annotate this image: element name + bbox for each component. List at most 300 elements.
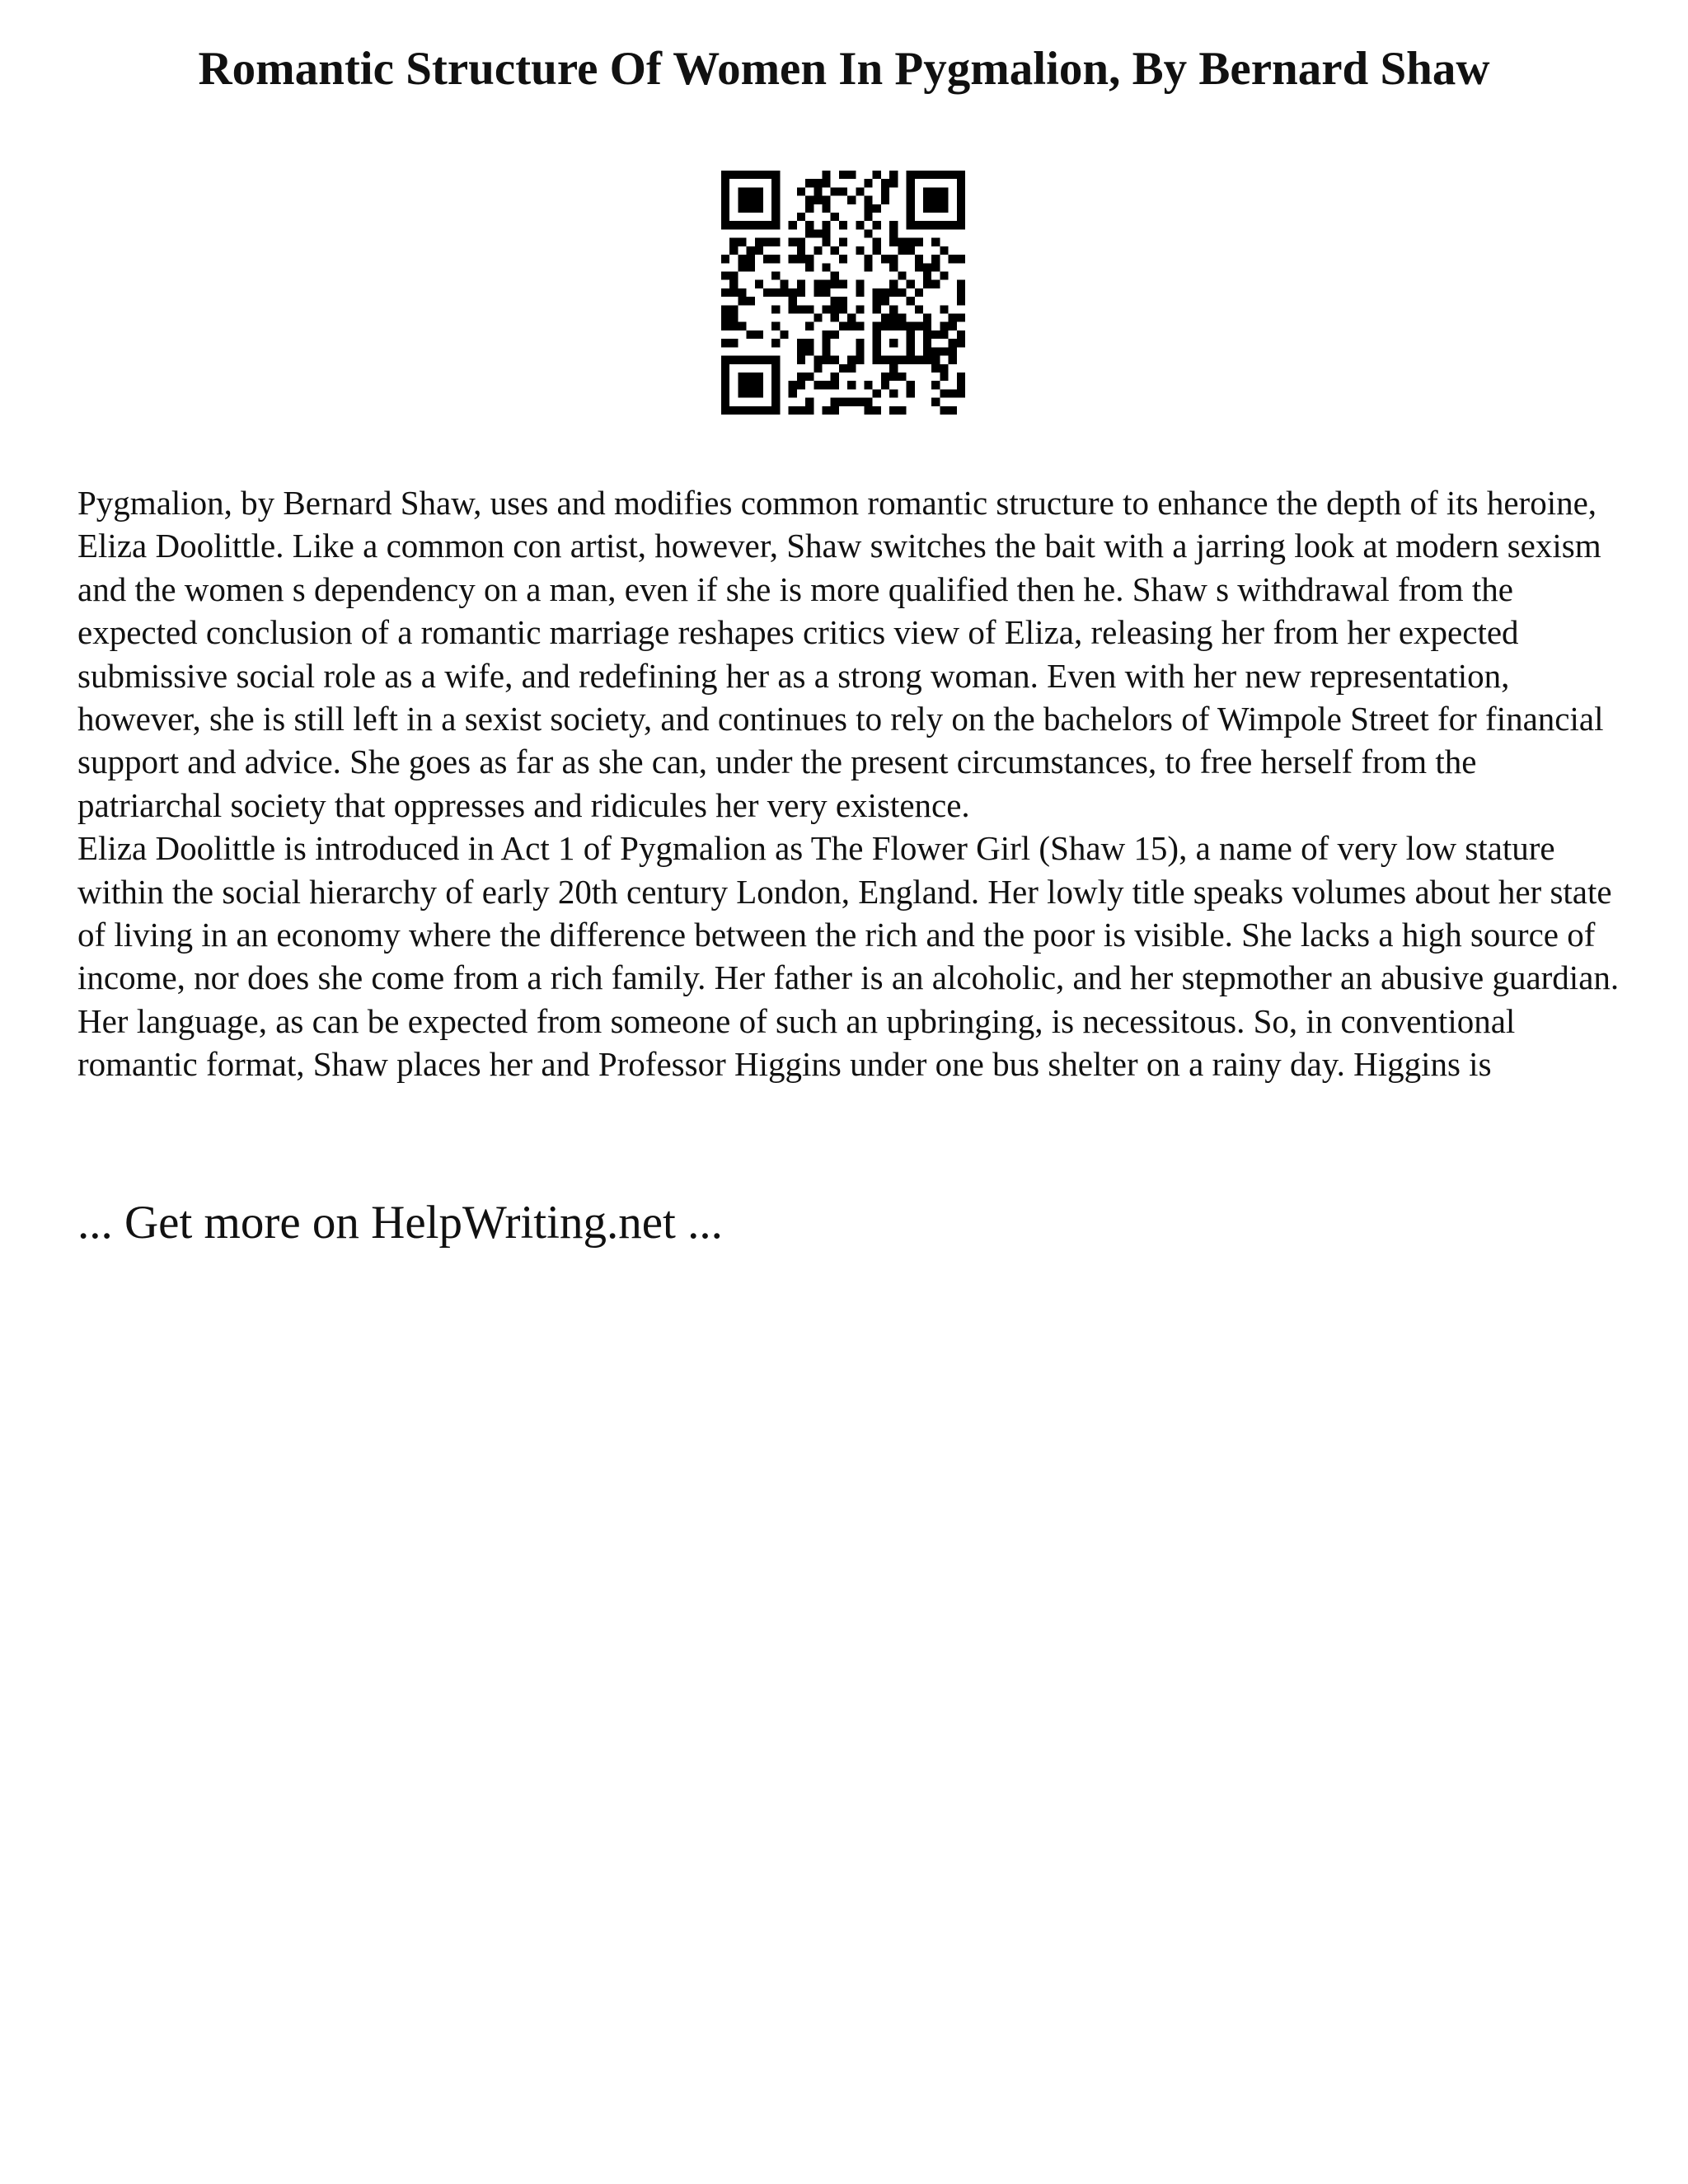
qr-module — [822, 347, 830, 355]
qr-module — [797, 238, 805, 246]
qr-module — [797, 356, 805, 364]
qr-module — [907, 238, 915, 246]
qr-module — [797, 381, 805, 389]
qr-module — [873, 288, 881, 297]
qr-module — [814, 229, 822, 237]
qr-module — [738, 356, 746, 364]
qr-module — [822, 263, 830, 271]
qr-module — [907, 389, 915, 397]
qr-module — [747, 221, 755, 229]
qr-module — [889, 288, 898, 297]
qr-module — [889, 406, 898, 415]
qr-module — [721, 288, 729, 297]
qr-module — [738, 322, 746, 330]
qr-module — [822, 238, 830, 246]
qr-module — [771, 187, 780, 195]
qr-module — [780, 280, 788, 288]
qr-module — [729, 171, 738, 179]
qr-module — [721, 322, 729, 330]
qr-module — [923, 171, 931, 179]
qr-module — [771, 398, 780, 406]
qr-module — [831, 398, 839, 406]
qr-module — [856, 246, 864, 255]
qr-module — [889, 373, 898, 381]
qr-module — [831, 406, 839, 415]
qr-module — [889, 339, 898, 347]
qr-module — [907, 171, 915, 179]
qr-module — [847, 356, 856, 364]
qr-module — [721, 314, 729, 322]
qr-module — [949, 347, 957, 355]
qr-module — [940, 389, 948, 397]
qr-module — [940, 373, 948, 381]
qr-module — [940, 187, 948, 195]
qr-module — [940, 347, 948, 355]
get-more-link[interactable]: ... Get more on HelpWriting.net ... — [77, 1197, 723, 1249]
qr-module — [822, 179, 830, 187]
qr-module — [873, 171, 881, 179]
qr-module — [805, 263, 814, 271]
qr-module — [940, 322, 948, 330]
qr-module — [755, 221, 763, 229]
qr-module — [889, 356, 898, 364]
qr-module — [831, 314, 839, 322]
qr-module — [755, 330, 763, 339]
qr-module — [747, 196, 755, 204]
qr-module — [721, 171, 729, 179]
qr-module — [771, 389, 780, 397]
qr-module — [898, 356, 906, 364]
qr-module — [805, 322, 814, 330]
qr-module — [738, 288, 746, 297]
qr-module — [957, 381, 965, 389]
qr-module — [755, 187, 763, 195]
qr-module — [907, 213, 915, 221]
qr-module — [881, 297, 889, 305]
qr-module — [873, 305, 881, 313]
qr-module — [865, 213, 873, 221]
qr-module — [865, 204, 873, 213]
qr-module — [822, 381, 830, 389]
qr-module — [865, 179, 873, 187]
qr-module — [831, 280, 839, 288]
qr-module — [771, 179, 780, 187]
qr-module — [831, 187, 839, 195]
qr-module — [738, 389, 746, 397]
qr-module — [789, 288, 797, 297]
qr-module — [721, 381, 729, 389]
qr-module — [889, 364, 898, 373]
qr-module — [923, 356, 931, 364]
qr-module — [771, 171, 780, 179]
qr-module — [789, 221, 797, 229]
qr-module — [949, 314, 957, 322]
qr-module — [931, 356, 940, 364]
qr-module — [729, 406, 738, 415]
qr-module — [923, 271, 931, 279]
qr-module — [729, 339, 738, 347]
qr-module — [747, 356, 755, 364]
qr-module — [931, 238, 940, 246]
qr-module — [721, 389, 729, 397]
qr-module — [805, 221, 814, 229]
qr-module — [755, 246, 763, 255]
qr-module — [907, 187, 915, 195]
qr-module — [747, 373, 755, 381]
qr-module — [721, 398, 729, 406]
qr-module — [898, 373, 906, 381]
qr-module — [747, 389, 755, 397]
qr-module — [889, 263, 898, 271]
qr-module — [805, 347, 814, 355]
qr-module — [923, 187, 931, 195]
qr-module — [873, 221, 881, 229]
qr-module — [873, 322, 881, 330]
qr-module — [721, 204, 729, 213]
qr-module — [873, 330, 881, 339]
qr-module — [721, 305, 729, 313]
qr-module — [847, 381, 856, 389]
qr-module — [721, 255, 729, 263]
qr-module — [949, 356, 957, 364]
qr-module — [831, 297, 839, 305]
qr-module — [755, 196, 763, 204]
qr-module — [839, 322, 847, 330]
qr-module — [881, 373, 889, 381]
qr-module — [771, 288, 780, 297]
qr-module — [915, 263, 923, 271]
qr-module — [847, 322, 856, 330]
qr-module — [738, 255, 746, 263]
qr-module — [881, 314, 889, 322]
qr-module — [831, 213, 839, 221]
qr-module — [797, 406, 805, 415]
qr-module — [940, 305, 948, 313]
qr-module — [747, 187, 755, 195]
qr-module — [865, 398, 873, 406]
qr-module — [738, 297, 746, 305]
qr-module — [738, 187, 746, 195]
qr-module — [797, 305, 805, 313]
qr-module — [771, 339, 780, 347]
qr-module — [923, 204, 931, 213]
document-title: Romantic Structure Of Women In Pygmalion, By Bernard Shaw — [198, 43, 1490, 95]
qr-module — [957, 221, 965, 229]
qr-module — [898, 322, 906, 330]
qr-module — [771, 381, 780, 389]
qr-module — [898, 314, 906, 322]
qr-module — [831, 381, 839, 389]
qr-module — [931, 196, 940, 204]
qr-module — [805, 339, 814, 347]
qr-module — [940, 271, 948, 279]
qr-module — [763, 221, 771, 229]
qr-module — [797, 213, 805, 221]
qr-module — [797, 373, 805, 381]
qr-module — [873, 204, 881, 213]
qr-module — [881, 356, 889, 364]
qr-module — [907, 297, 915, 305]
qr-module — [949, 322, 957, 330]
qr-module — [822, 171, 830, 179]
qr-module — [721, 221, 729, 229]
qr-module — [822, 288, 830, 297]
qr-module — [873, 406, 881, 415]
qr-module — [822, 339, 830, 347]
qr-module — [915, 238, 923, 246]
qr-module — [949, 221, 957, 229]
qr-module — [940, 364, 948, 373]
qr-module — [865, 263, 873, 271]
qr-module — [797, 347, 805, 355]
qr-module — [747, 246, 755, 255]
qr-module — [957, 255, 965, 263]
qr-module — [957, 297, 965, 305]
qr-module — [889, 221, 898, 229]
qr-module — [907, 204, 915, 213]
qr-module — [805, 204, 814, 213]
qr-module — [931, 255, 940, 263]
qr-module — [805, 229, 814, 237]
qr-module — [780, 330, 788, 339]
qr-module — [814, 314, 822, 322]
qr-module — [931, 381, 940, 389]
qr-module — [923, 322, 931, 330]
qr-module — [763, 288, 771, 297]
qr-module — [957, 373, 965, 381]
qr-module — [931, 347, 940, 355]
qr-module — [729, 246, 738, 255]
qr-module — [881, 196, 889, 204]
qr-module — [889, 229, 898, 237]
qr-module — [771, 213, 780, 221]
qr-module — [957, 196, 965, 204]
qr-module — [721, 339, 729, 347]
qr-module — [771, 373, 780, 381]
qr-module — [856, 221, 864, 229]
qr-module — [957, 330, 965, 339]
qr-module — [771, 238, 780, 246]
qr-module — [763, 171, 771, 179]
qr-module — [923, 330, 931, 339]
qr-module — [789, 238, 797, 246]
qr-module — [907, 196, 915, 204]
qr-module — [831, 330, 839, 339]
qr-module — [915, 255, 923, 263]
qr-module — [940, 330, 948, 339]
qr-module — [931, 171, 940, 179]
qr-module — [957, 187, 965, 195]
qr-module — [923, 314, 931, 322]
qr-module — [931, 221, 940, 229]
qr-module — [805, 196, 814, 204]
qr-module — [729, 238, 738, 246]
qr-module — [814, 381, 822, 389]
qr-module — [755, 171, 763, 179]
qr-module — [865, 255, 873, 263]
qr-module — [839, 364, 847, 373]
document-body — [77, 481, 1627, 1086]
qr-module — [907, 322, 915, 330]
qr-module — [940, 406, 948, 415]
qr-module — [898, 406, 906, 415]
qr-module — [907, 246, 915, 255]
qr-module — [856, 280, 864, 288]
qr-module — [738, 263, 746, 271]
qr-module — [797, 339, 805, 347]
qr-module — [889, 280, 898, 288]
qr-module — [940, 246, 948, 255]
qr-module — [831, 305, 839, 313]
qr-module — [814, 246, 822, 255]
qr-module — [856, 398, 864, 406]
qr-module — [771, 221, 780, 229]
qr-module — [747, 381, 755, 389]
qr-module — [856, 339, 864, 347]
qr-module — [822, 305, 830, 313]
qr-module — [957, 339, 965, 347]
qr-module — [873, 238, 881, 246]
qr-module — [889, 389, 898, 397]
qr-module — [907, 280, 915, 288]
qr-module — [839, 238, 847, 246]
qr-module — [923, 196, 931, 204]
qr-module — [940, 196, 948, 204]
qr-module — [856, 187, 864, 195]
qr-module — [822, 196, 830, 204]
qr-module — [923, 263, 931, 271]
qr-module — [856, 305, 864, 313]
qr-code-icon — [721, 171, 965, 415]
qr-module — [805, 179, 814, 187]
qr-module — [789, 389, 797, 397]
qr-module — [957, 389, 965, 397]
qr-module — [873, 356, 881, 364]
qr-module — [822, 280, 830, 288]
qr-module — [923, 280, 931, 288]
qr-module — [881, 381, 889, 389]
qr-module — [873, 246, 881, 255]
qr-module — [755, 381, 763, 389]
qr-module — [747, 263, 755, 271]
qr-module — [789, 255, 797, 263]
qr-module — [949, 389, 957, 397]
qr-module — [923, 221, 931, 229]
qr-module — [839, 221, 847, 229]
qr-module — [915, 305, 923, 313]
qr-module — [721, 196, 729, 204]
qr-module — [957, 314, 965, 322]
qr-module — [915, 322, 923, 330]
qr-module — [721, 271, 729, 279]
qr-module — [814, 179, 822, 187]
qr-module — [931, 280, 940, 288]
qr-module — [763, 238, 771, 246]
qr-module — [839, 280, 847, 288]
qr-module — [898, 246, 906, 255]
qr-module — [831, 356, 839, 364]
qr-module — [907, 330, 915, 339]
qr-module — [822, 330, 830, 339]
qr-module — [831, 246, 839, 255]
qr-module — [940, 221, 948, 229]
qr-module — [729, 271, 738, 279]
qr-module — [755, 406, 763, 415]
qr-module — [729, 305, 738, 313]
qr-module — [873, 389, 881, 397]
qr-module — [747, 255, 755, 263]
qr-module — [805, 406, 814, 415]
qr-module — [721, 373, 729, 381]
qr-module — [856, 347, 864, 355]
qr-module — [957, 204, 965, 213]
qr-module — [755, 280, 763, 288]
qr-module — [847, 196, 856, 204]
qr-module — [721, 187, 729, 195]
qr-module — [805, 255, 814, 263]
qr-module — [797, 246, 805, 255]
qr-module — [931, 398, 940, 406]
qr-module — [931, 364, 940, 373]
qr-module — [814, 364, 822, 373]
qr-module — [738, 171, 746, 179]
qr-module — [907, 347, 915, 355]
qr-module — [865, 406, 873, 415]
qr-module — [839, 398, 847, 406]
qr-module — [729, 221, 738, 229]
qr-module — [822, 221, 830, 229]
qr-module — [839, 255, 847, 263]
qr-module — [889, 305, 898, 313]
qr-module — [771, 271, 780, 279]
qr-module — [923, 347, 931, 355]
qr-module — [747, 330, 755, 339]
qr-module — [763, 255, 771, 263]
qr-module — [881, 322, 889, 330]
qr-module — [738, 238, 746, 246]
qr-module — [931, 263, 940, 271]
qr-module — [831, 373, 839, 381]
paragraph-2: Eliza Doolittle is introduced in Act 1 of Pygmalion as The Flower Girl (Shaw 15), a name of very low stature within the social hierarchy of early 20th century London, England. Her lowly title speaks volumes about her state of living in an economy where the difference between the rich and the poor is visible. She lacks a high source of income, nor does she come from a rich family. Her father is an alcoholic, and her stepmother an abusive guardian. Her language, as can be expected from someone of such an upbringing, is necessitous. So, in conventional romantic format, Shaw places her and Professor Higgins under one bus shelter on a rainy day. Higgins is — [77, 829, 1620, 1084]
qr-module — [822, 406, 830, 415]
qr-module — [915, 356, 923, 364]
qr-module — [915, 288, 923, 297]
qr-module — [957, 179, 965, 187]
qr-module — [931, 330, 940, 339]
qr-module — [771, 196, 780, 204]
qr-module — [889, 238, 898, 246]
qr-module — [789, 305, 797, 313]
qr-module — [738, 221, 746, 229]
qr-module — [865, 381, 873, 389]
qr-module — [721, 179, 729, 187]
qr-module — [949, 171, 957, 179]
qr-module — [729, 288, 738, 297]
qr-module — [738, 381, 746, 389]
qr-module — [889, 314, 898, 322]
qr-module — [738, 204, 746, 213]
qr-module — [763, 406, 771, 415]
qr-module — [729, 356, 738, 364]
qr-module — [771, 364, 780, 373]
qr-module — [822, 229, 830, 237]
qr-module — [957, 288, 965, 297]
qr-module — [949, 406, 957, 415]
qr-module — [898, 271, 906, 279]
qr-module — [755, 356, 763, 364]
qr-module — [957, 213, 965, 221]
qr-module — [949, 255, 957, 263]
